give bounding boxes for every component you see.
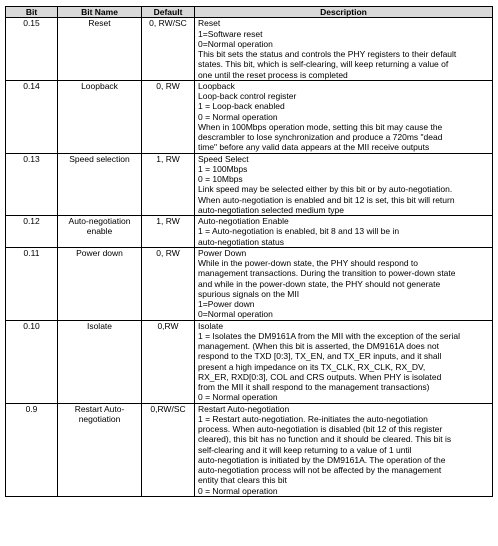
description-line: 0 = Normal operation [198, 111, 278, 122]
bit-name-cell: Speed selection [58, 153, 142, 216]
bit-cell: 0.10 [6, 320, 58, 403]
description-line: and while in the power-down state, the PHY should not generate [198, 278, 441, 289]
bit-name-cell: Power down [58, 247, 142, 320]
description-line: Link speed may be selected either by this bit or by auto-negotiation. [198, 184, 453, 195]
description-line: present a high impedance on its TX_CLK, RX_CLK, RX_DV, [198, 361, 426, 372]
description-line: 0 = Normal operation [198, 392, 278, 403]
description-line: auto-negotiation process will not be affected by the management [198, 465, 442, 475]
description-line: auto-negotiation selected medium type [198, 204, 345, 215]
description-line: 1 = Isolates the DM9161A from the MII with the exception of the serial [198, 330, 460, 341]
description-line: from the MII it shall respond to the management transactions) [198, 382, 430, 392]
description-line: While in the power-down state, the PHY should respond to [198, 258, 419, 268]
header-default: Default [142, 7, 195, 18]
table-row [6, 320, 493, 403]
bit-name-cell: Loopback [58, 80, 142, 153]
table-row [6, 247, 493, 320]
bit-cell: 0.15 [6, 18, 58, 81]
description-line: 1=Software reset [198, 28, 263, 39]
description-cell [195, 153, 493, 216]
description-line: This bit sets the status and controls the PHY registers to their default [198, 49, 457, 59]
default-cell: 0, RW/SC [142, 18, 195, 81]
description-line: self-clearing and it will keep returning to a value of 1 until [198, 444, 412, 455]
description-cell [195, 216, 493, 248]
bit-name-cell: Isolate [58, 320, 142, 403]
bit-cell: 0.11 [6, 247, 58, 320]
header-bit-name: Bit Name [58, 7, 142, 18]
table-row [6, 153, 493, 216]
table-row [6, 80, 493, 153]
description-line: Isolate [198, 320, 224, 331]
description-line: Loop-back control register [198, 91, 297, 101]
description-cell [195, 403, 493, 496]
description-line: one until the reset process is completed [198, 69, 348, 80]
bit-name-cell: Restart Auto-negotiation [58, 403, 142, 496]
default-cell: 0, RW [142, 247, 195, 320]
table-row [6, 403, 493, 496]
description-line: entity that clears this bit [198, 475, 287, 486]
table-row [6, 216, 493, 248]
description-line: cleared), this bit has no function and it should be cleared. This bit is [198, 434, 452, 445]
description-line: Loopback [198, 80, 235, 91]
description-line: respond to the TXD [0:3], TX_EN, and TX_ER inputs, and it shall [198, 351, 442, 362]
description-line: Reset [198, 18, 221, 29]
bit-cell: 0.14 [6, 80, 58, 153]
description-line: 0 = 10Mbps [198, 174, 243, 184]
table-row [6, 18, 493, 81]
description-line: Restart Auto-negotiation [198, 403, 290, 414]
description-line: Auto-negotiation Enable [198, 216, 289, 226]
description-line: descrambler to lose synchronization and produce a 720ms "dead [198, 132, 443, 142]
description-line: 1=Power down [198, 299, 255, 309]
description-line: spurious signals on the MII [198, 288, 300, 299]
bit-cell: 0.12 [6, 216, 58, 248]
description-line: management transactions. During the transition to power-down state [198, 268, 456, 279]
description-line: When in 100Mbps operation mode, setting this bit may cause the [198, 121, 443, 132]
default-cell: 0, RW [142, 80, 195, 153]
description-line: auto-negotiation status [198, 236, 285, 247]
description-cell [195, 18, 493, 81]
default-cell: 0,RW/SC [142, 403, 195, 496]
description-line: When auto-negotiation is enabled and bit 12 is set, this bit will return [198, 194, 455, 205]
description-line: process. When auto-negotiation is disabled (bit 12 of this register [198, 424, 443, 434]
header-description: Description [195, 7, 493, 18]
description-line: states. This bit, which is self-clearing, will keep returning a value of [198, 59, 449, 70]
register-table [5, 6, 493, 497]
description-cell [195, 247, 493, 320]
description-line: RX_ER, RXD[0:3], COL and CRS outputs. When PHY is isolated [198, 371, 442, 382]
default-cell: 0,RW [142, 320, 195, 403]
description-line: 1 = 100Mbps [198, 163, 248, 174]
description-line: auto-negotiation is initiated by the DM9161A. The operation of the [198, 454, 446, 465]
description-line: 1 = Loop-back enabled [198, 101, 285, 112]
description-line: 1 = Restart auto-negotiation. Re-initiates the auto-negotiation [198, 413, 428, 424]
default-cell: 1, RW [142, 216, 195, 248]
description-line: Power Down [198, 247, 247, 258]
description-line: management. (When this bit is asserted, the DM9161A does not [198, 341, 439, 351]
bit-cell: 0.9 [6, 403, 58, 496]
description-line: 0=Normal operation [198, 309, 273, 320]
table-header-row [6, 7, 493, 18]
description-cell [195, 80, 493, 153]
description-line: Speed Select [198, 153, 249, 164]
bit-name-cell: Auto-negotiation enable [58, 216, 142, 248]
description-line: 1 = Auto-negotiation is enabled, bit 8 and 13 will be in [198, 226, 400, 237]
bit-name-cell: Reset [58, 18, 142, 81]
description-cell [195, 320, 493, 403]
description-line: 0 = Normal operation [198, 485, 278, 496]
description-line: time" before any valid data appears at the MII receive outputs [198, 142, 430, 153]
header-bit: Bit [6, 7, 58, 18]
description-line: 0=Normal operation [198, 38, 273, 49]
bit-cell: 0.13 [6, 153, 58, 216]
default-cell: 1, RW [142, 153, 195, 216]
